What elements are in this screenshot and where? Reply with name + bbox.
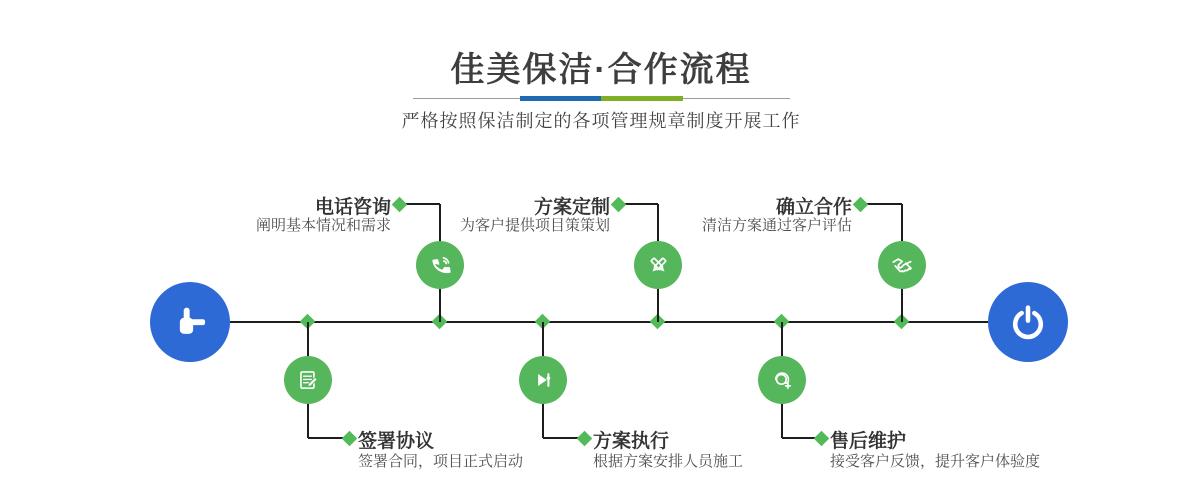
step-circle [519,356,567,404]
crossed-pencils-icon [645,252,672,279]
handshake-icon [888,251,916,279]
title-divider-blue-segment [520,96,601,101]
power-icon [1007,301,1049,343]
step-subtitle: 签署合同，项目正式启动 [358,453,524,470]
step-title: 售后维护 [830,431,907,452]
label-diamond [342,431,358,447]
step-subtitle: 根据方案安排人员施工 [593,453,744,470]
signed-document-icon [295,367,321,393]
label-diamond [814,431,830,447]
step-subtitle: 接受客户反馈，提升客户体验度 [830,453,1041,470]
hand-pointing-right-icon [169,301,211,343]
label-diamond [392,197,408,213]
phone-call-icon [427,252,454,279]
step-circle [758,356,806,404]
label-diamond [853,197,869,213]
step-circle [878,241,926,289]
label-diamond [577,431,593,447]
step-title: 电话咨询 [314,197,391,218]
page-title: 佳美保洁·合作流程 [450,51,752,89]
step-title: 签署协议 [358,431,435,452]
step-circle [416,241,464,289]
step-title: 确立合作 [775,197,852,218]
step-subtitle: 清洁方案通过客户评估 [701,217,852,234]
step-circle [634,241,682,289]
timeline-start-node [150,282,230,362]
step-subtitle: 为客户提供项目策策划 [459,217,610,234]
page-subtitle: 严格按照保洁制定的各项管理规章制度开展工作 [401,111,801,131]
step-subtitle: 阐明基本情况和需求 [255,217,391,234]
play-next-icon [530,367,556,393]
timeline-main-line [230,321,988,323]
label-diamond [611,197,627,213]
step-title: 方案执行 [593,431,670,452]
timeline-end-node [988,282,1068,362]
step-title: 方案定制 [533,197,610,218]
step-circle [284,356,332,404]
customer-service-add-icon [769,367,796,394]
title-divider-green-segment [601,96,683,101]
